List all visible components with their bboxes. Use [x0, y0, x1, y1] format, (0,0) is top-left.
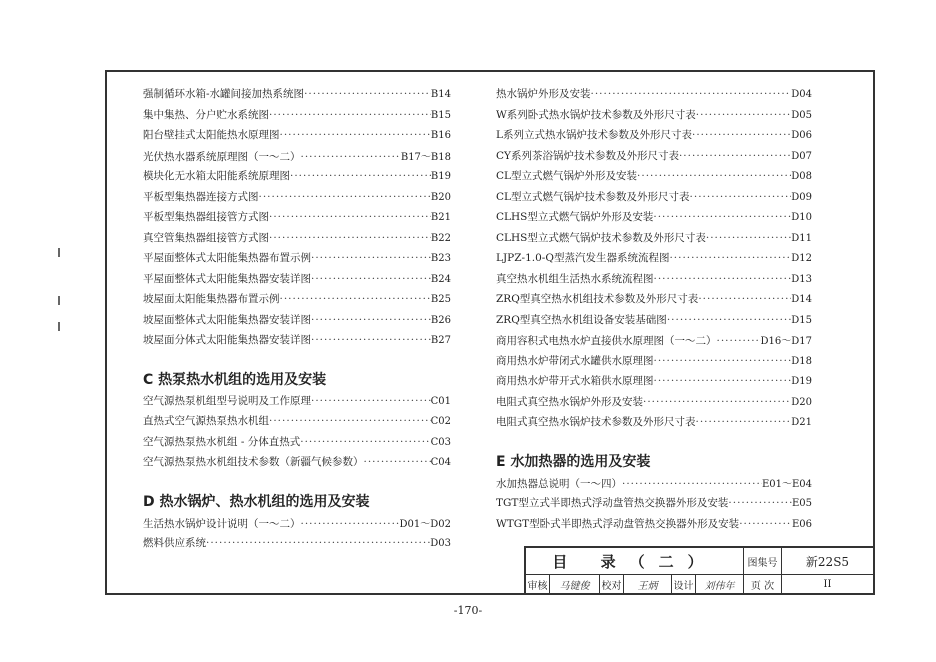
toc-entry [496, 353, 812, 374]
toc-entry [143, 535, 451, 556]
toc-entry [496, 332, 812, 353]
atlas-label: 图集号 [744, 548, 782, 574]
toc-entry [496, 230, 812, 251]
toc-entry-title: 水加热器总说明（一～四） [496, 477, 622, 490]
toc-entry-title: 空气源热泵热水机组技术参数（新疆气候参数） [143, 456, 364, 468]
toc-entry-page: B21 [430, 212, 451, 223]
toc-entry-page: D05 [791, 109, 812, 121]
toc-entry-title: CY系列茶浴锅炉技术参数及外形尺寸表 [496, 149, 679, 162]
toc-entry [143, 168, 451, 189]
toc-entry-page: D07 [791, 150, 812, 162]
toc-entry-title: CL型立式燃气锅炉外形及安装 [496, 170, 638, 182]
toc-leader-dots [269, 232, 431, 244]
toc-leader-dots [311, 334, 431, 346]
toc-entry-page: C04 [430, 457, 451, 468]
toc-entry-title: 燃料供应系统 [143, 537, 206, 549]
toc-entry-page: B27 [430, 335, 451, 346]
toc-entry [143, 209, 451, 230]
toc-entry-page: D01～D02 [399, 518, 451, 530]
toc-entry-title: 阳台壁挂式太阳能热水原理图 [143, 129, 280, 141]
toc-entry-page: B23 [430, 253, 451, 264]
toc-entry-title: 真空热水机组生活热水系统流程图 [496, 272, 654, 285]
toc-entry-title: 坡屋面太阳能集热器布置示例 [143, 293, 280, 305]
toc-entry-title: ZRQ型真空热水机组设备安装基础图 [496, 313, 667, 326]
toc-entry [143, 312, 451, 333]
check-label: 校对 [600, 575, 624, 594]
toc-leader-dots [301, 518, 400, 530]
toc-leader-dots [280, 293, 431, 305]
toc-entry-title: 坡屋面整体式太阳能集热器安装详图 [143, 313, 311, 326]
toc-entry [496, 271, 812, 292]
toc-entry [496, 86, 812, 107]
toc-entry [143, 189, 451, 210]
toc-entry-title: 平屋面整体式太阳能集热器安装详图 [143, 272, 311, 285]
toc-leader-dots [653, 211, 791, 223]
toc-entry-title: 电阻式真空热水锅炉外形及安装 [496, 395, 643, 408]
section-e-heading: E 水加热器的选用及安装 [496, 453, 651, 470]
toc-entry-page: B26 [430, 314, 451, 326]
toc-leader-dots [301, 151, 401, 163]
toc-leader-dots [311, 252, 431, 264]
toc-entry-page: D09 [791, 191, 812, 203]
toc-entry-page: D12 [791, 253, 812, 264]
toc-entry [496, 394, 812, 415]
toc-entry-page: D21 [791, 417, 812, 428]
toc-leader-dots [679, 150, 791, 162]
toc-entry [496, 495, 812, 516]
design-label: 设计 [672, 575, 696, 594]
toc-entry-title: LJPZ-1.0-Q型蒸汽发生器系统流程图 [496, 252, 670, 264]
toc-entry-title: 模块化无水箱太阳能系统原理图 [143, 170, 290, 182]
toc-entry-title: 平板型集热器连接方式图 [143, 190, 259, 203]
toc-entry-title: 热水锅炉外形及安装 [496, 88, 591, 100]
binding-mark [58, 322, 60, 331]
toc-leader-dots [728, 497, 792, 509]
check-signature: 王炳 [624, 575, 672, 594]
toc-entry [496, 475, 812, 496]
toc-entry [143, 148, 451, 169]
review-signature: 马键俊 [550, 575, 600, 594]
toc-entry [143, 434, 451, 455]
toc-entry-title: 商用热水炉带闭式水罐供水原理图 [496, 354, 654, 367]
toc-entry-title: CLHS型立式燃气锅炉技术参数及外形尺寸表 [496, 231, 706, 244]
title-block [524, 546, 873, 593]
binding-mark [58, 248, 60, 257]
toc-entry-title: 空气源热泵机组型号说明及工作原理 [143, 394, 311, 407]
toc-entry-page: D06 [791, 130, 812, 141]
toc-leader-dots [654, 355, 792, 367]
toc-d-continued-list [496, 86, 812, 435]
toc-entry [143, 127, 451, 148]
toc-entry-page: D19 [791, 376, 812, 387]
toc-leader-dots [669, 252, 791, 264]
toc-entry-title: TGT型立式半即热式浮动盘管热交换器外形及安装 [496, 497, 729, 509]
toc-entry-page: C03 [430, 436, 451, 448]
toc-leader-dots [280, 129, 431, 141]
toc-entry [496, 189, 812, 210]
toc-entry-page: E06 [791, 518, 812, 530]
toc-leader-dots [637, 170, 791, 182]
toc-entry-page: B15 [430, 109, 451, 121]
binding-mark [58, 296, 60, 305]
page-label: 页 次 [744, 575, 782, 594]
toc-entry-title: L系列立式热水锅炉技术参数及外形尺寸表 [496, 129, 692, 141]
toc-entry-page: D15 [791, 314, 812, 326]
toc-entry-page: D18 [791, 355, 812, 367]
toc-entry [496, 516, 812, 537]
toc-entry-page: D20 [791, 396, 812, 408]
toc-entry-page: E05 [791, 498, 812, 509]
toc-e-list [496, 475, 812, 537]
toc-entry [143, 332, 451, 353]
toc-entry [143, 393, 451, 414]
toc-leader-dots [591, 88, 792, 100]
toc-entry-page: B24 [430, 273, 451, 285]
section-c-heading: C 热泵热水机组的选用及安装 [143, 371, 327, 388]
toc-entry-title: CLHS型立式燃气锅炉外形及安装 [496, 211, 654, 223]
toc-entry [496, 291, 812, 312]
toc-entry-page: C01 [430, 395, 451, 407]
toc-leader-dots [739, 518, 792, 530]
toc-entry-title: 平屋面整体式太阳能集热器布置示例 [143, 252, 311, 264]
toc-entry [143, 86, 451, 107]
drawing-sheet [105, 70, 875, 595]
toc-entry [496, 148, 812, 169]
toc-entry-title: 商用热水炉带开式水箱供水原理图 [496, 375, 654, 387]
toc-leader-dots [667, 314, 791, 326]
toc-entry-page: D14 [791, 294, 812, 305]
toc-leader-dots [706, 232, 791, 244]
toc-entry-page: E01～E04 [761, 478, 812, 490]
toc-entry-title: 光伏热水器系统原理图（一～二） [143, 150, 301, 163]
toc-leader-dots [698, 293, 791, 305]
toc-entry-title: 真空管集热器组接管方式图 [143, 231, 269, 244]
toc-entry [496, 373, 812, 394]
toc-entry-title: 商用容积式电热水炉直接供水原理图（一～二） [496, 335, 717, 347]
page-value: II [823, 579, 832, 590]
toc-entry [496, 414, 812, 435]
toc-entry-page: B20 [430, 191, 451, 203]
toc-entry-page: D04 [791, 89, 812, 100]
review-label: 审核 [526, 575, 550, 594]
toc-entry-page: D08 [791, 171, 812, 182]
toc-entry [143, 413, 451, 434]
toc-entry-page: D11 [791, 232, 812, 244]
toc-leader-dots [206, 537, 430, 549]
toc-entry-title: ZRQ型真空热水机组技术参数及外形尺寸表 [496, 293, 699, 305]
atlas-number: 新22S5 [805, 554, 850, 569]
toc-entry-title: 集中集热、分户贮水系统图 [143, 108, 269, 121]
section-d-heading: D 热水锅炉、热水机组的选用及安装 [143, 493, 370, 510]
toc-leader-dots [269, 415, 431, 427]
toc-leader-dots [290, 170, 431, 182]
toc-entry-page: B14 [430, 89, 451, 100]
toc-entry [496, 250, 812, 271]
toc-leader-dots [622, 478, 762, 490]
toc-entry-title: CL型立式燃气锅炉技术参数及外形尺寸表 [496, 190, 690, 203]
toc-leader-dots [259, 191, 431, 203]
toc-leader-dots [300, 436, 430, 448]
toc-leader-dots [696, 416, 792, 428]
toc-entry-page: B16 [430, 130, 451, 141]
toc-entry [143, 454, 451, 475]
toc-leader-dots [269, 211, 431, 223]
toc-entry [496, 209, 812, 230]
toc-right-column [496, 86, 812, 536]
toc-leader-dots [304, 88, 431, 100]
toc-leader-dots [311, 395, 431, 407]
toc-entry-title: 坡屋面分体式太阳能集热器安装详图 [143, 334, 311, 346]
toc-entry [143, 107, 451, 128]
toc-entry [496, 168, 812, 189]
toc-entry-title: 电阻式真空热水锅炉技术参数及外形尺寸表 [496, 416, 696, 428]
toc-left-column [143, 86, 451, 556]
toc-leader-dots [311, 273, 431, 285]
toc-leader-dots [364, 456, 431, 468]
toc-entry-title: WTGT型卧式半即热式浮动盘管热交换器外形及安装 [496, 517, 740, 530]
toc-c-list [143, 393, 451, 475]
toc-entry-page: D16～D17 [760, 336, 812, 347]
title-block-title: 目 录（二） [526, 548, 744, 574]
toc-leader-dots [690, 191, 792, 203]
toc-d-list [143, 515, 451, 556]
toc-entry-page: B19 [430, 171, 451, 182]
toc-entry-page: D10 [791, 212, 812, 223]
toc-entry-page: D03 [430, 538, 451, 549]
design-signature: 刘伟年 [696, 575, 744, 594]
toc-entry-title: 生活热水锅炉设计说明（一～二） [143, 517, 301, 530]
toc-leader-dots [717, 335, 761, 347]
toc-leader-dots [311, 314, 431, 326]
toc-leader-dots [654, 273, 792, 285]
toc-leader-dots [643, 396, 791, 408]
toc-leader-dots [692, 129, 791, 141]
toc-entry [143, 271, 451, 292]
toc-entry-title: W系列卧式热水锅炉技术参数及外形尺寸表 [496, 108, 696, 121]
toc-entry-title: 空气源热泵热水机组 - 分体直热式 [143, 435, 301, 448]
toc-entry [143, 291, 451, 312]
toc-entry [496, 107, 812, 128]
toc-entry-page: C02 [430, 416, 451, 427]
toc-entry [496, 127, 812, 148]
toc-entry [143, 250, 451, 271]
toc-entry-title: 强制循环水箱-水罐间接加热系统图 [143, 88, 305, 100]
toc-entry [143, 515, 451, 536]
toc-entry [143, 230, 451, 251]
toc-entry-page: B17～B18 [400, 151, 451, 163]
toc-b-list [143, 86, 451, 353]
toc-entry-title: 直热式空气源热泵热水机组 [143, 415, 269, 427]
toc-leader-dots [654, 375, 792, 387]
toc-entry-title: 平板型集热器组接管方式图 [143, 211, 269, 223]
page-number: -170- [453, 604, 483, 617]
toc-leader-dots [269, 109, 431, 121]
toc-entry-page: B22 [430, 232, 451, 244]
toc-entry-page: B25 [430, 294, 451, 305]
toc-entry [496, 312, 812, 333]
toc-leader-dots [696, 109, 791, 121]
toc-entry-page: D13 [791, 273, 812, 285]
